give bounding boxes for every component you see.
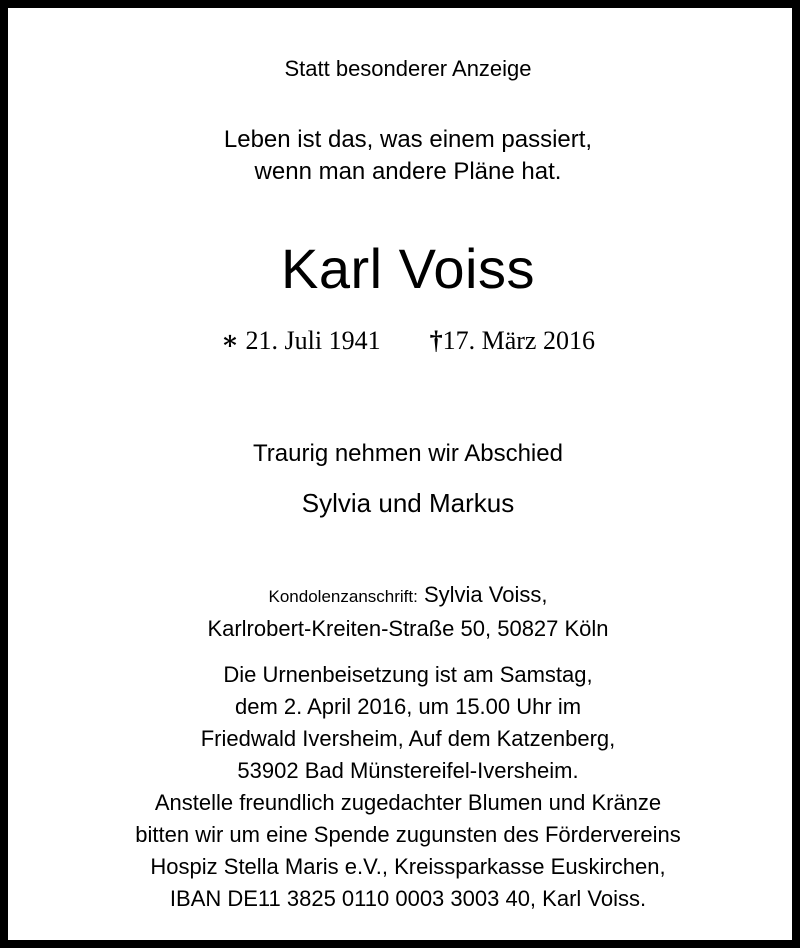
death-date: 17. März 2016 bbox=[442, 326, 595, 355]
condolence-address: Karlrobert-Kreiten-Straße 50, 50827 Köln bbox=[207, 616, 609, 641]
body-line-5: Anstelle freundlich zugedachter Blumen und Kränze bbox=[154, 790, 662, 815]
deceased-name: Karl Voiss bbox=[281, 237, 535, 300]
birth-star-icon: ∗ bbox=[221, 326, 240, 355]
mourners-line: Sylvia und Markus bbox=[301, 488, 515, 518]
quote-line-1: Leben ist das, was einem passiert, bbox=[223, 126, 593, 153]
mourning-line: Traurig nehmen wir Abschied bbox=[253, 440, 563, 467]
body-line-4: 53902 Bad Münstereifel-Iversheim. bbox=[237, 758, 579, 783]
body-line-2: dem 2. April 2016, um 15.00 Uhr im bbox=[234, 694, 582, 719]
condolence-line bbox=[8, 582, 800, 608]
body-line-1: Die Urnenbeisetzung ist am Samstag, bbox=[223, 662, 593, 687]
body-line-8: IBAN DE11 3825 0110 0003 3003 40, Karl Voiss. bbox=[169, 886, 647, 911]
body-line-7: Hospiz Stella Maris e.V., Kreissparkasse Euskirchen, bbox=[150, 854, 666, 879]
body-line-6: bitten wir um eine Spende zugunsten des Fördervereins bbox=[135, 822, 681, 847]
condolence-name: Sylvia Voiss, bbox=[423, 582, 548, 607]
body-line-3: Friedwald Iversheim, Auf dem Katzenberg, bbox=[200, 726, 616, 751]
condolence-label: Kondolenzanschrift: bbox=[268, 587, 418, 606]
header-line: Statt besonderer Anzeige bbox=[284, 56, 532, 81]
death-cross-icon: † bbox=[429, 326, 443, 355]
quote-line-2: wenn man andere Pläne hat. bbox=[254, 158, 562, 185]
life-dates bbox=[8, 326, 800, 356]
birth-date: 21. Juli 1941 bbox=[245, 326, 381, 355]
